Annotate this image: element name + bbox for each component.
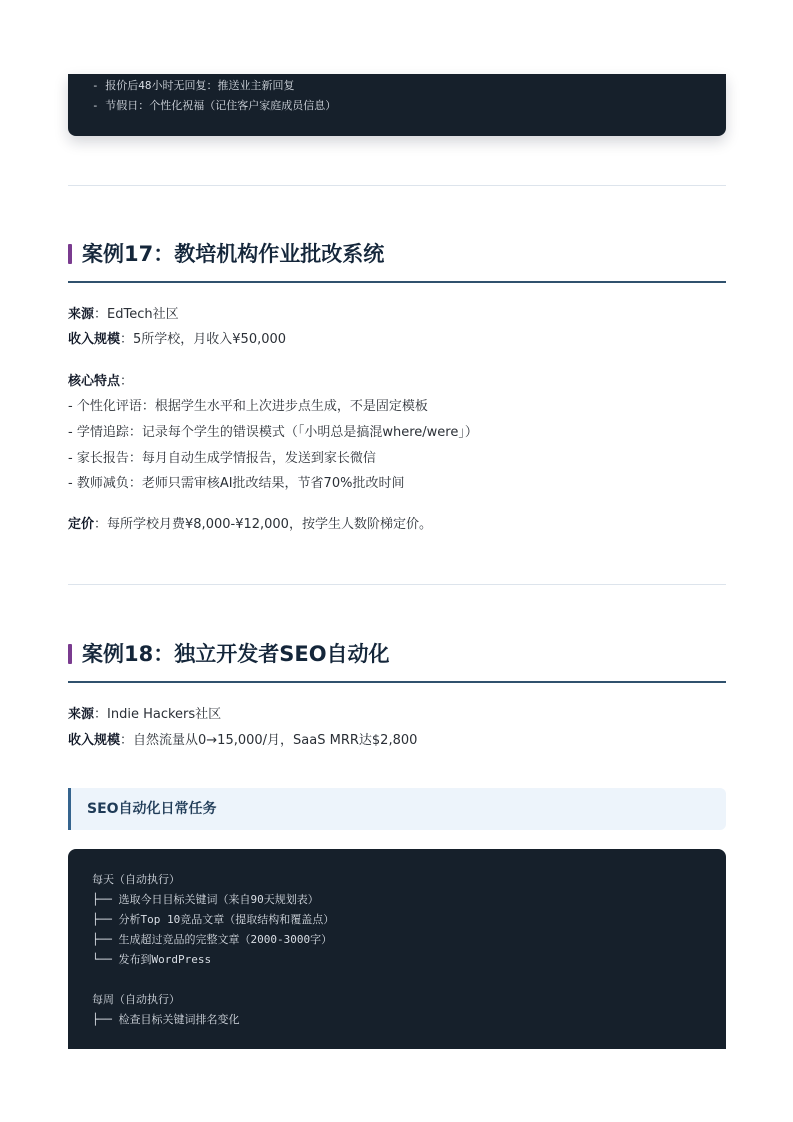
code-line: ├── 分析Top 10竞品文章（提取结构和覆盖点） [92, 913, 335, 926]
heading-accent-bar [68, 644, 72, 664]
case-17-pricing [68, 516, 432, 534]
code-line: ├── 选取今日目标关键词（来自90天规划表） [92, 893, 319, 906]
code-block-followup-rules [68, 74, 726, 136]
case-18-heading [68, 639, 726, 683]
pricing-label: 定价 [68, 517, 95, 532]
code-line: ├── 生成超过竞品的完整文章（2000-3000字） [92, 933, 333, 946]
callout-title: SEO自动化日常任务 [87, 801, 217, 817]
revenue-value: ：自然流量从0→15,000/月，SaaS MRR达$2,800 [120, 733, 418, 748]
feature-item: - 学情追踪：记录每个学生的错误模式（「小明总是搞混where/were」） [68, 425, 478, 440]
code-line: - 报价后48小时无回复：推送业主新回复 [92, 79, 295, 92]
code-line: - 节假日：个性化祝福（记住客户家庭成员信息） [92, 99, 337, 112]
section-divider [68, 185, 726, 186]
case-18-source [68, 706, 221, 724]
source-label: 来源 [68, 707, 95, 722]
pricing-value: ：每所学校月费¥8,000-¥12,000，按学生人数阶梯定价。 [94, 517, 432, 532]
code-block-seo-schedule [68, 849, 726, 1049]
revenue-label: 收入规模 [68, 733, 121, 748]
code-line [92, 970, 726, 990]
code-line: ├── 检查目标关键词排名变化 [92, 1013, 240, 1026]
source-value: ：EdTech社区 [94, 307, 179, 322]
code-line: 每周（自动执行） [92, 993, 180, 1006]
case-17-title: 案例17：教培机构作业批改系统 [82, 242, 385, 266]
seo-tasks-callout [68, 788, 726, 830]
case-18-title: 案例18：独立开发者SEO自动化 [82, 642, 390, 666]
code-line: └── 发布到WordPress [92, 953, 212, 966]
case-17-features-label [68, 373, 133, 391]
source-label: 来源 [68, 307, 95, 322]
case-17-revenue [68, 331, 286, 349]
feature-item: - 家长报告：每月自动生成学情报告，发送到家长微信 [68, 451, 376, 466]
case-17-source [68, 306, 179, 324]
heading-accent-bar [68, 244, 72, 264]
features-label: 核心特点 [68, 374, 121, 389]
feature-item: - 个性化评语：根据学生水平和上次进步点生成，不是固定模板 [68, 399, 428, 414]
code-line: 每天（自动执行） [92, 873, 180, 886]
features-colon: ： [120, 374, 134, 389]
case-17-heading [68, 239, 726, 283]
source-value: ：Indie Hackers社区 [94, 707, 222, 722]
case-18-revenue [68, 732, 417, 750]
revenue-value: ：5所学校，月收入¥50,000 [120, 332, 287, 347]
revenue-label: 收入规模 [68, 332, 121, 347]
feature-item: - 教师减负：老师只需审核AI批改结果，节省70%批改时间 [68, 476, 405, 491]
section-divider [68, 584, 726, 585]
